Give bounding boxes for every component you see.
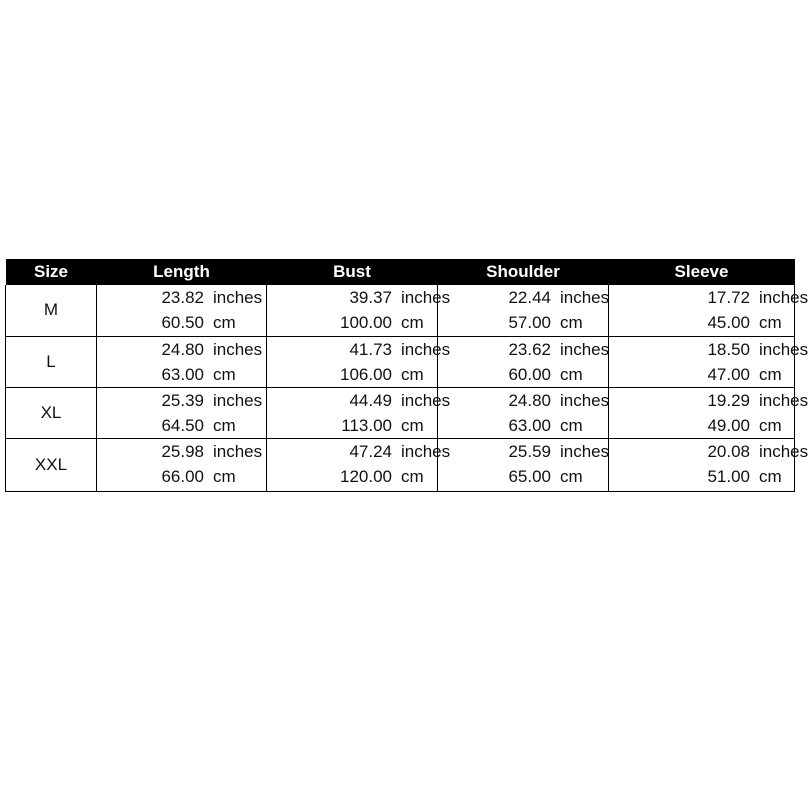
shoulder-inches-line	[438, 439, 608, 464]
length-cm-value: 64.50	[161, 415, 204, 435]
bust-cell	[267, 285, 451, 336]
cm-unit-label: cm	[560, 364, 583, 384]
sleeve-inches-value: 20.08	[707, 441, 750, 461]
shoulder-cell	[438, 285, 609, 336]
bust-cell	[267, 336, 451, 387]
cm-unit-label: cm	[401, 415, 424, 435]
length-inches-line	[97, 439, 266, 464]
length-cell	[97, 387, 267, 438]
sleeve-cm-line	[609, 362, 794, 387]
length-inches-value: 24.80	[161, 339, 204, 359]
length-inches-value: 25.98	[161, 441, 204, 461]
inches-unit-label: inches	[560, 339, 610, 359]
size-table	[5, 259, 808, 492]
inches-unit-label: inches	[759, 390, 808, 410]
cm-unit-label: cm	[401, 466, 424, 486]
header-shoulder: Shoulder	[438, 259, 609, 285]
shoulder-inches-line	[438, 337, 608, 362]
inches-unit-label: inches	[401, 441, 451, 461]
length-inches-line	[97, 337, 266, 362]
sleeve-cell	[609, 438, 808, 491]
shoulder-inches-value: 25.59	[508, 441, 551, 461]
table-row	[6, 387, 795, 438]
sleeve-inches-line	[609, 388, 808, 413]
cm-unit-label: cm	[401, 364, 424, 384]
bust-cm-line	[267, 413, 437, 438]
sleeve-cm-line	[609, 464, 794, 489]
bust-cm-line	[267, 464, 437, 489]
size-cell: M	[6, 285, 97, 336]
cm-unit-label: cm	[213, 466, 236, 486]
length-cm-value: 60.50	[161, 313, 204, 332]
cm-unit-label: cm	[560, 313, 583, 332]
length-inches-line	[97, 285, 266, 310]
shoulder-inches-line	[438, 285, 608, 310]
inches-unit-label: inches	[401, 339, 451, 359]
bust-inches-value: 47.24	[349, 441, 392, 461]
shoulder-inches-value: 22.44	[508, 288, 551, 307]
shoulder-inches-line	[438, 388, 608, 413]
cm-unit-label: cm	[759, 313, 782, 332]
length-cm-line	[97, 413, 266, 438]
length-cm-value: 63.00	[161, 364, 204, 384]
inches-unit-label: inches	[213, 339, 263, 359]
sleeve-cell	[609, 336, 808, 387]
shoulder-cm-value: 65.00	[508, 466, 551, 486]
shoulder-cell	[438, 336, 609, 387]
table-row	[6, 438, 795, 491]
sleeve-inches-value: 18.50	[707, 339, 750, 359]
sleeve-cell	[609, 387, 808, 438]
bust-inches-value: 39.37	[349, 288, 392, 307]
length-cm-line	[97, 310, 266, 335]
inches-unit-label: inches	[759, 339, 808, 359]
bust-cm-line	[267, 310, 437, 335]
inches-unit-label: inches	[759, 288, 808, 307]
shoulder-inches-value: 24.80	[508, 390, 551, 410]
header-size: Size	[6, 259, 97, 285]
shoulder-cell	[438, 438, 609, 491]
size-cell: XXL	[6, 438, 97, 491]
shoulder-cm-line	[438, 413, 608, 438]
sleeve-inches-value: 19.29	[707, 390, 750, 410]
sleeve-cm-value: 47.00	[707, 364, 750, 384]
cm-unit-label: cm	[401, 313, 424, 332]
sleeve-cm-line	[609, 413, 794, 438]
inches-unit-label: inches	[213, 441, 263, 461]
shoulder-cm-value: 63.00	[508, 415, 551, 435]
length-inches-line	[97, 388, 266, 413]
length-cm-line	[97, 362, 266, 387]
shoulder-inches-value: 23.62	[508, 339, 551, 359]
inches-unit-label: inches	[213, 288, 263, 307]
shoulder-cm-value: 60.00	[508, 364, 551, 384]
bust-cm-value: 106.00	[340, 364, 392, 384]
size-cell: L	[6, 336, 97, 387]
length-cm-value: 66.00	[161, 466, 204, 486]
shoulder-cm-value: 57.00	[508, 313, 551, 332]
header-bust: Bust	[267, 259, 438, 285]
header-row	[6, 259, 795, 285]
bust-inches-line	[267, 439, 451, 464]
cm-unit-label: cm	[213, 313, 236, 332]
bust-cm-value: 100.00	[340, 313, 392, 332]
inches-unit-label: inches	[401, 390, 451, 410]
size-chart	[5, 259, 808, 492]
shoulder-cm-line	[438, 464, 608, 489]
sleeve-inches-line	[609, 439, 808, 464]
sleeve-cm-value: 49.00	[707, 415, 750, 435]
length-cell	[97, 438, 267, 491]
inches-unit-label: inches	[401, 288, 451, 307]
shoulder-cell	[438, 387, 609, 438]
cm-unit-label: cm	[560, 415, 583, 435]
bust-inches-line	[267, 285, 451, 310]
bust-cm-value: 113.00	[341, 415, 392, 435]
table-body	[6, 285, 808, 491]
cm-unit-label: cm	[759, 364, 782, 384]
length-cell	[97, 285, 267, 336]
cm-unit-label: cm	[759, 466, 782, 486]
length-cm-line	[97, 464, 266, 489]
table-row	[6, 285, 795, 336]
inches-unit-label: inches	[560, 390, 610, 410]
shoulder-cm-line	[438, 310, 608, 335]
cm-unit-label: cm	[560, 466, 583, 486]
cm-unit-label: cm	[759, 415, 782, 435]
length-inches-value: 23.82	[161, 288, 204, 307]
cm-unit-label: cm	[213, 415, 236, 435]
bust-cm-value: 120.00	[340, 466, 392, 486]
bust-inches-line	[267, 337, 451, 362]
inches-unit-label: inches	[560, 441, 610, 461]
sleeve-inches-value: 17.72	[707, 288, 750, 307]
inches-unit-label: inches	[560, 288, 610, 307]
bust-inches-value: 41.73	[349, 339, 392, 359]
sleeve-cm-line	[609, 310, 794, 335]
sleeve-inches-line	[609, 285, 808, 310]
bust-cell	[267, 438, 451, 491]
inches-unit-label: inches	[759, 441, 808, 461]
bust-inches-line	[267, 388, 451, 413]
sleeve-cm-value: 45.00	[707, 313, 750, 332]
bust-inches-value: 44.49	[349, 390, 392, 410]
length-inches-value: 25.39	[161, 390, 204, 410]
inches-unit-label: inches	[213, 390, 263, 410]
header-sleeve: Sleeve	[609, 259, 795, 285]
bust-cm-line	[267, 362, 437, 387]
sleeve-cell	[609, 285, 808, 336]
header-length: Length	[97, 259, 267, 285]
size-cell: XL	[6, 387, 97, 438]
sleeve-inches-line	[609, 337, 808, 362]
length-cell	[97, 336, 267, 387]
shoulder-cm-line	[438, 362, 608, 387]
bust-cell	[267, 387, 451, 438]
table-row	[6, 336, 795, 387]
sleeve-cm-value: 51.00	[707, 466, 750, 486]
cm-unit-label: cm	[213, 364, 236, 384]
